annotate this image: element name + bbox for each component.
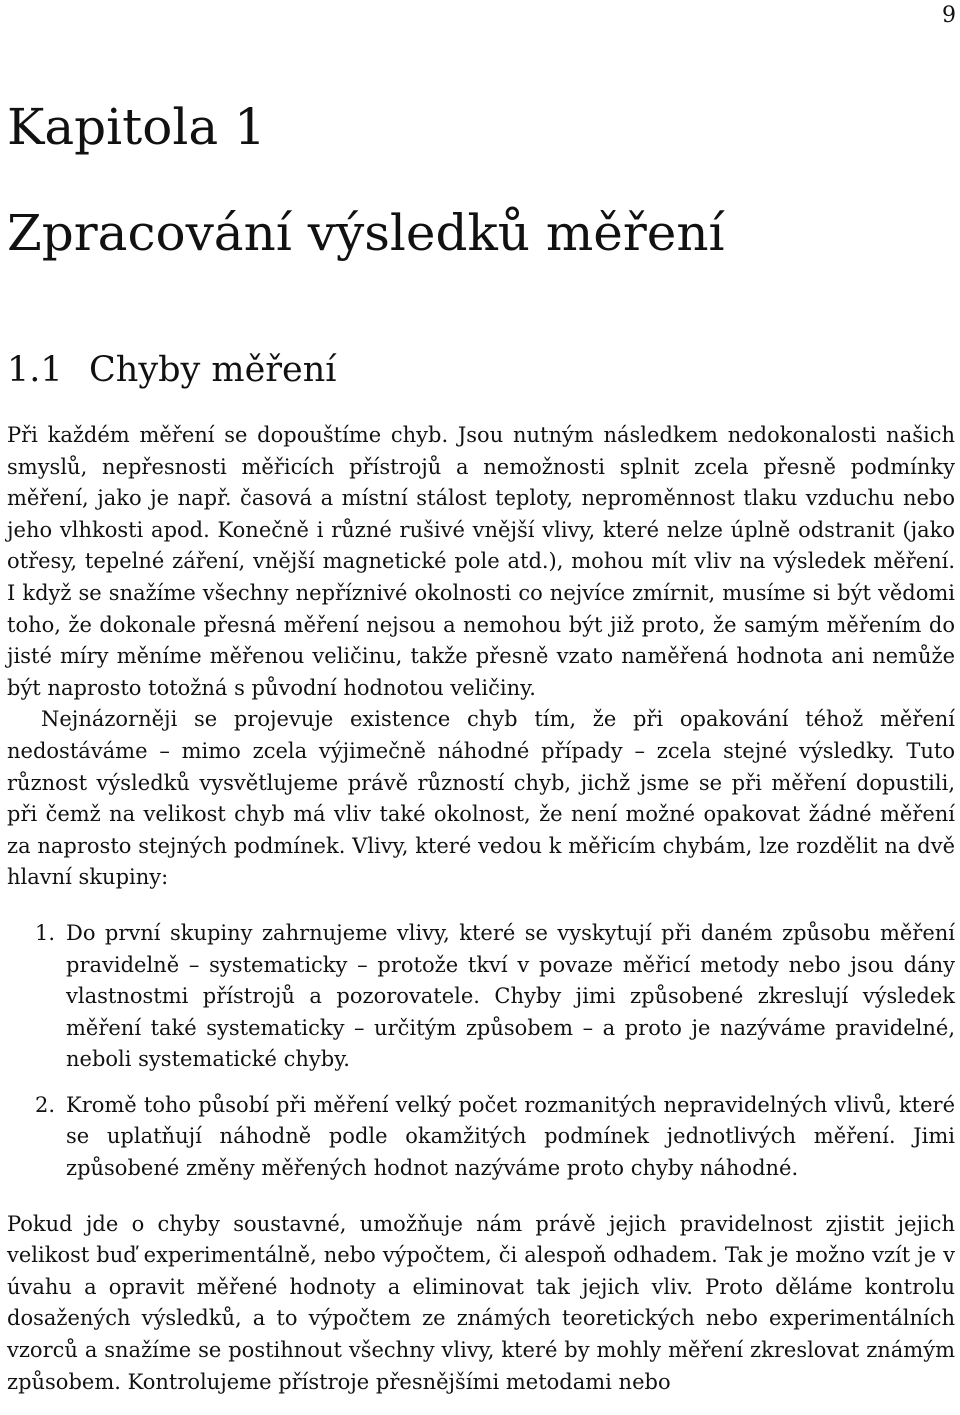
section-title: Chyby měření: [89, 350, 337, 390]
error-groups-list: [7, 918, 955, 1185]
section-heading: [7, 348, 336, 392]
list-item-text: Do první skupiny zahrnujeme vlivy, které se vyskytují při daném způsobu měření pravidelně – systematicky – protože tkví v povaze měřicí metody nebo jsou dány vlastnostmi přístrojů a pozorovatele. Chyby jimi způsobené zkreslují výsledek měření také systematicky – určitým způsobem – a proto je nazýváme pravidelné, neboli systematické chyby.: [66, 920, 955, 1072]
paragraph-systematic-errors: Pokud jde o chyby soustavné, umožňuje nám právě jejich pravidelnost zjistit jejich velikost buď experimentálně, nebo výpočtem, či alespoň odhadem. Tak je možno vzít je v úvahu a opravit měřené hodnoty a eliminovat tak jejich vliv. Proto děláme kontrolu dosažených výsledků, a to výpočtem ze známých teoretických nebo experimentálních vzorců a snažíme se postihnout všechny vlivy, které by mohly měření zkreslovat známým způsobem. Kontrolujeme přístroje přesnějšími metodami nebo: [7, 1211, 955, 1394]
list-item-text: Kromě toho působí při měření velký počet rozmanitých nepravidelných vlivů, které se uplatňují náhodně podle okamžitých podmínek jednotlivých měření. Jimi způsobené změny měřených hodnot nazýváme proto chyby náhodné.: [66, 1092, 955, 1181]
body-text: [7, 420, 955, 1398]
chapter-label: Kapitola 1: [7, 98, 266, 156]
paragraph-intro: Při každém měření se dopouštíme chyb. Jsou nutným následkem nedokonalosti našich smyslů, nepřesnosti měřicích přístrojů a nemožnosti splnit zcela přesně podmínky měření, jako je např. časová a místní stálost teploty, neproměnnost tlaku vzduchu nebo jeho vlhkosti apod. Konečně i různé rušivé vnější vlivy, které nelze úplně odstranit (jako otřesy, tepelné záření, vnější magnetické pole atd.), mohou mít vliv na výsledek měření. I když se snažíme všechny nepříznivé okolnosti co nejvíce zmírnit, musíme si být vědomi toho, že dokonale přesná měření nejsou a nemohou být již proto, že samým měřením do jisté míry měníme měřenou veličinu, takže přesně vzato naměřená hodnota ani nemůže být naprosto totožná s původní hodnotou veličiny.: [7, 423, 955, 700]
list-marker: 2.: [35, 1092, 56, 1117]
chapter-title: Zpracování výsledků měření: [7, 204, 725, 262]
paragraph-error-groups: Nejnázorněji se projevuje existence chyb tím, že při opakování téhož měření nedostáváme – mimo zcela výjimečně náhodné případy – zcela stejné výsledky. Tuto různost výsledků vysvětlujeme právě růzností chyb, jichž jsme se při měření dopustili, při čemž na velikost chyb má vliv také okolnost, že není možné opakovat žádné měření za naprosto stejných podmínek. Vlivy, které vedou k měřicím chybám, lze rozdělit na dvě hlavní skupiny:: [7, 707, 955, 890]
list-item: [35, 918, 955, 1076]
page-number: 9: [942, 3, 956, 28]
list-item: [35, 1090, 955, 1185]
section-number: 1.1: [7, 350, 63, 390]
list-marker: 1.: [35, 920, 56, 945]
